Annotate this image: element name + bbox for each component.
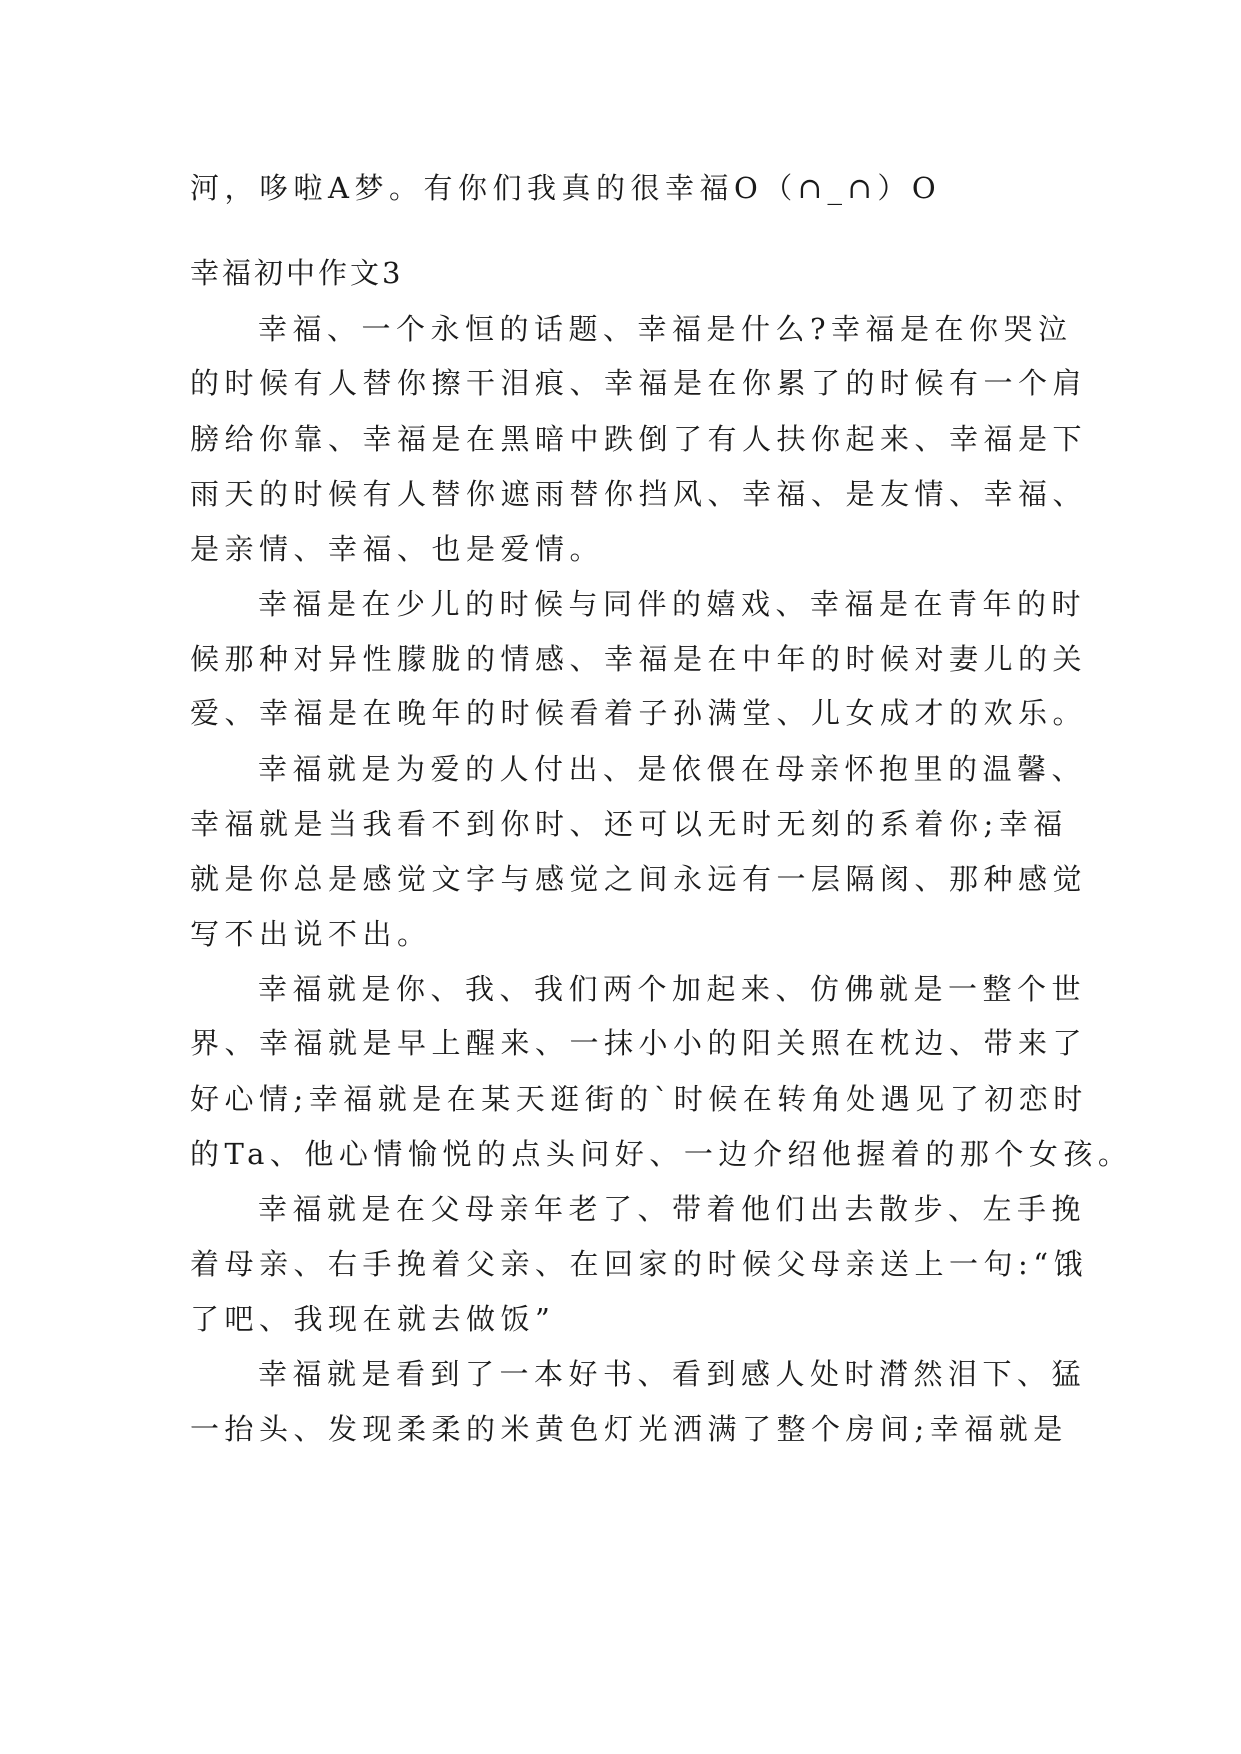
text-line: 爱、幸福是在晚年的时候看着子孙满堂、儿女成才的欢乐。 [190, 696, 1088, 730]
text-line: 了吧、我现在就去做饭” [190, 1302, 556, 1336]
text-line: 一抬头、发现柔柔的米黄色灯光洒满了整个房间;幸福就是 [190, 1412, 1068, 1446]
text-line: 界、幸福就是早上醒来、一抹小小的阳关照在枕边、带来了 [190, 1026, 1088, 1060]
text-line: 的Ta、他心情愉悦的点头问好、一边介绍他握着的那个女孩。 [190, 1137, 1133, 1171]
text-line: 就是你总是感觉文字与感觉之间永远有一层隔阂、那种感觉 [190, 862, 1088, 896]
text-line: 幸福是在少儿的时候与同伴的嬉戏、幸福是在青年的时 [258, 587, 1087, 621]
text-line: 好心情;幸福就是在某天逛街的`时候在转角处遇见了初恋时 [190, 1082, 1088, 1116]
text-line: 幸福就是在父母亲年老了、带着他们出去散步、左手挽 [258, 1192, 1087, 1226]
text-line: 着母亲、右手挽着父亲、在回家的时候父母亲送上一句:“饿 [190, 1247, 1089, 1281]
text-line: 幸福就是看到了一本好书、看到感人处时潸然泪下、猛 [258, 1357, 1087, 1391]
text-line: 幸福、一个永恒的话题、幸福是什么?幸福是在你哭泣 [258, 312, 1073, 346]
text-line: 膀给你靠、幸福是在黑暗中跌倒了有人扶你起来、幸福是下 [190, 422, 1088, 456]
text-line: 是亲情、幸福、也是爱情。 [190, 532, 605, 566]
text-line: 的时候有人替你擦干泪痕、幸福是在你累了的时候有一个肩 [190, 366, 1088, 400]
text-line: 幸福就是为爱的人付出、是依偎在母亲怀抱里的温馨、 [258, 752, 1087, 786]
top-line: 河，哆啦A梦。有你们我真的很幸福O（∩_∩）O [190, 171, 942, 205]
text-line: 候那种对异性朦胧的情感、幸福是在中年的时候对妻儿的关 [190, 642, 1088, 676]
essay-title: 幸福初中作文3 [190, 256, 404, 290]
text-line: 幸福就是当我看不到你时、还可以无时无刻的系着你;幸福 [190, 807, 1068, 841]
text-line: 写不出说不出。 [190, 917, 432, 951]
text-line: 幸福就是你、我、我们两个加起来、仿佛就是一整个世 [258, 972, 1087, 1006]
text-line: 雨天的时候有人替你遮雨替你挡风、幸福、是友情、幸福、 [190, 477, 1088, 511]
